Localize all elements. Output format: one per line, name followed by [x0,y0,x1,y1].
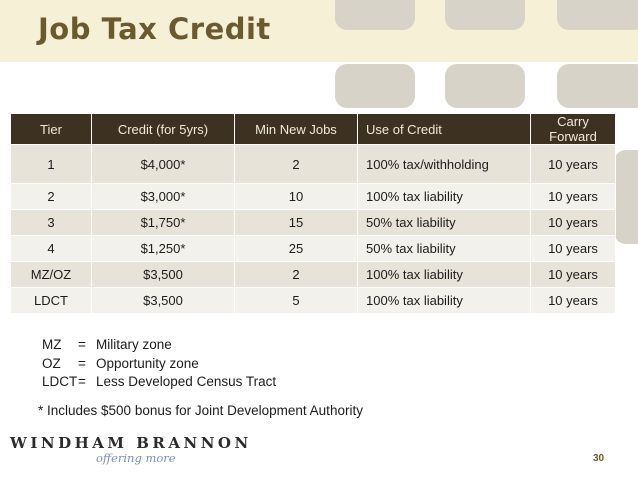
table-cell: 10 years [531,288,616,314]
column-header-min-jobs: Min New Jobs [235,114,358,145]
table-cell: 2 [235,145,358,184]
company-logo: WINDHAM BRANNON [10,434,252,452]
table-cell: 100% tax/withholding [358,145,531,184]
table-cell: $3,500 [92,288,235,314]
table-cell: $1,250* [92,236,235,262]
table-cell: 10 years [531,184,616,210]
table-row [11,145,616,184]
table-cell: 10 years [531,262,616,288]
legend-meaning: Military zone [96,337,172,352]
table-cell: 4 [11,236,92,262]
column-header-carry-forward: Carry Forward [531,114,616,145]
table-row [11,288,616,314]
legend-item [42,373,276,392]
legend-item [42,355,276,374]
legend-abbr: LDCT [42,374,78,389]
legend-abbr: MZ [42,337,62,352]
column-header-tier: Tier [11,114,92,145]
decorative-square [335,0,415,30]
legend-item [42,336,276,355]
table-cell: 2 [235,262,358,288]
table-row [11,236,616,262]
table-cell: 50% tax liability [358,210,531,236]
table-cell: $3,500 [92,262,235,288]
table-cell: $4,000* [92,145,235,184]
decorative-square [557,64,638,108]
decorative-square [445,0,525,30]
table-cell: 100% tax liability [358,288,531,314]
table-row [11,184,616,210]
column-header-use-of-credit: Use of Credit [358,114,531,145]
table-cell: 50% tax liability [358,236,531,262]
abbreviation-legend [42,336,276,392]
table-cell: $1,750* [92,210,235,236]
table-cell: LDCT [11,288,92,314]
decorative-square [557,0,638,30]
table-cell: MZ/OZ [11,262,92,288]
table-cell: 3 [11,210,92,236]
table-row [11,262,616,288]
column-header-credit: Credit (for 5yrs) [92,114,235,145]
legend-abbr: OZ [42,355,61,371]
table-cell: 10 years [531,236,616,262]
table-cell: 25 [235,236,358,262]
decorative-square [335,64,415,108]
company-tagline: offering more [96,451,176,465]
legend-equals: = [78,374,86,389]
footnote: * Includes $500 bonus for Joint Development Authority [38,403,363,418]
slide-title: Job Tax Credit [38,12,271,46]
table-cell: $3,000* [92,184,235,210]
tax-credit-table [10,113,616,314]
table-header-row [11,114,616,145]
legend-meaning: Opportunity zone [96,355,199,371]
page-number: 30 [593,453,605,464]
table-cell: 5 [235,288,358,314]
table-cell: 2 [11,184,92,210]
table-cell: 100% tax liability [358,262,531,288]
legend-equals: = [78,355,86,371]
table-cell: 15 [235,210,358,236]
table-row [11,210,616,236]
table-cell: 100% tax liability [358,184,531,210]
table-cell: 10 years [531,145,616,184]
legend-meaning: Less Developed Census Tract [96,374,277,389]
decorative-square [614,150,638,244]
table-cell: 10 [235,184,358,210]
table-cell: 1 [11,145,92,184]
legend-equals: = [78,337,86,352]
decorative-square [445,64,525,108]
table-cell: 10 years [531,210,616,236]
